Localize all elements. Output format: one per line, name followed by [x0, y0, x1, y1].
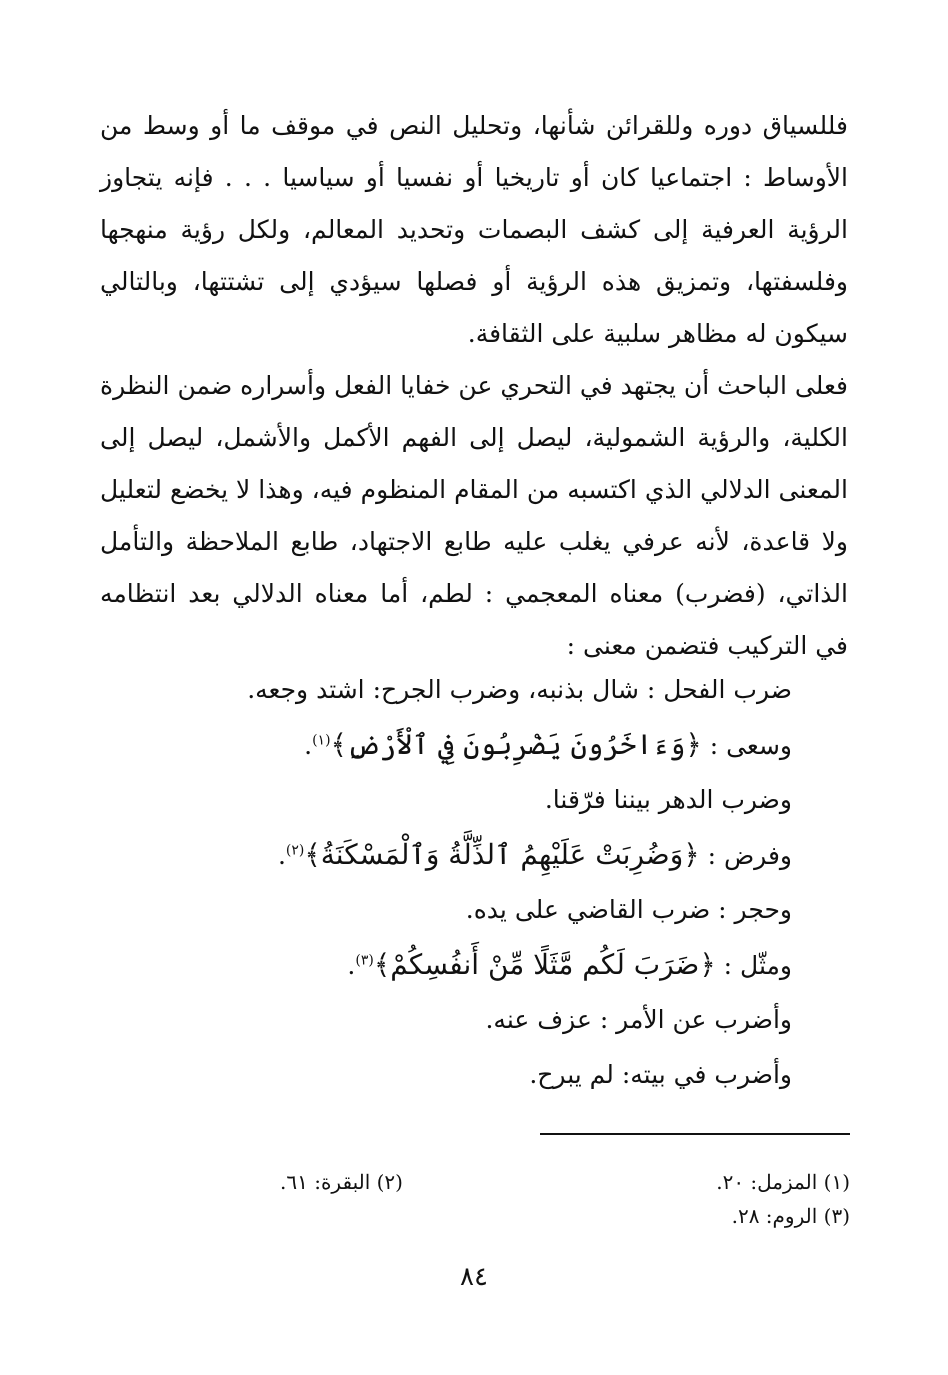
paragraph-semantic-meaning: فعلى الباحث أن يجتهد في التحري عن خفايا الفعل وأسراره ضمن النظرة الكلية، والرؤية الشمولية، ليصل إلى الفهم الأكمل والأشمل، ليصل إلى المعنى الدلالي الذي اكتسبه من المقام المنظوم فيه، وهذا لا يخضع لتعليل ولا قاعدة، لأنه عرفي يغلب عليه طابع الاجتهاد، طابع الملاحظة والتأمل الذاتي، (فضرب) معناه المعجمي : لطم، أما معناه الدلالي بعد انتظامه في التركيب فتضمن معنى :	[100, 371, 848, 660]
example-line	[150, 882, 792, 937]
example-line	[150, 937, 792, 992]
example-text: وفرض :	[699, 841, 792, 870]
example-tail: .	[347, 951, 356, 980]
quran-verse: ﴿ضَرَبَ لَكُم مَّثَلًا مِّنْ أَنفُسِكُمْ﴾	[373, 948, 716, 981]
footnote-2: (٢) البقرة: ٦١.	[280, 1170, 403, 1194]
footnote-3: (٣) الروم: ٢٨.	[731, 1204, 850, 1228]
example-text: وسعى :	[701, 731, 792, 760]
footnotes	[280, 1165, 850, 1233]
examples-list	[150, 662, 792, 1102]
footnote-reference: (٣)	[355, 952, 374, 969]
example-line	[150, 827, 792, 882]
example-text: وحجر : ضرب القاضي على يده.	[465, 895, 792, 924]
example-text: ضرب الفحل : شال بذنبه، وضرب الجرح: اشتد وجعه.	[247, 675, 792, 704]
example-tail: .	[304, 731, 313, 760]
example-text: وأضرب في بيته: لم يبرح.	[529, 1060, 792, 1089]
paragraph-context: فللسياق دوره وللقرائن شأنها، وتحليل النص في موقف ما أو وسط من الأوساط : اجتماعيا كان أو تاريخيا أو نفسيا أو سياسيا . . . فإنه يتجاوز الرؤية العرفية إلى كشف البصمات وتحديد المعالم، ولكل رؤية منهجها وفلسفتها، وتمزيق هذه الرؤية أو فصلها سيؤدي إلى تشتتها، وبالتالي سيكون له مظاهر سلبية على الثقافة.	[100, 111, 848, 348]
quran-verse: ﴿وَضُرِبَتْ عَلَيْهِمُ ٱلذِّلَّةُ وَٱلْمَسْكَنَةُ﴾	[304, 838, 700, 871]
example-line	[150, 717, 792, 772]
example-text: ومثّل :	[715, 951, 792, 980]
footnote-row	[280, 1165, 850, 1199]
example-line	[150, 772, 792, 827]
example-tail: .	[277, 841, 286, 870]
footnote-row	[280, 1199, 850, 1233]
footnote-separator	[540, 1133, 850, 1135]
example-text: وضرب الدهر بيننا فرّقنا.	[544, 785, 792, 814]
footnote-1: (١) المزمل: ٢٠.	[716, 1170, 850, 1194]
footnote-reference: (١)	[312, 732, 331, 749]
example-line	[150, 662, 792, 717]
footnote-reference: (٢)	[285, 842, 305, 859]
example-text: وأضرب عن الأمر : عزف عنه.	[485, 1005, 792, 1034]
quran-verse: ﴿وَءَاخَرُونَ يَضْرِبُونَ فِي ٱلْأَرْضِ﴾	[330, 728, 702, 761]
example-line	[150, 992, 792, 1047]
example-line	[150, 1047, 792, 1102]
page-number: ٨٤	[460, 1262, 488, 1292]
